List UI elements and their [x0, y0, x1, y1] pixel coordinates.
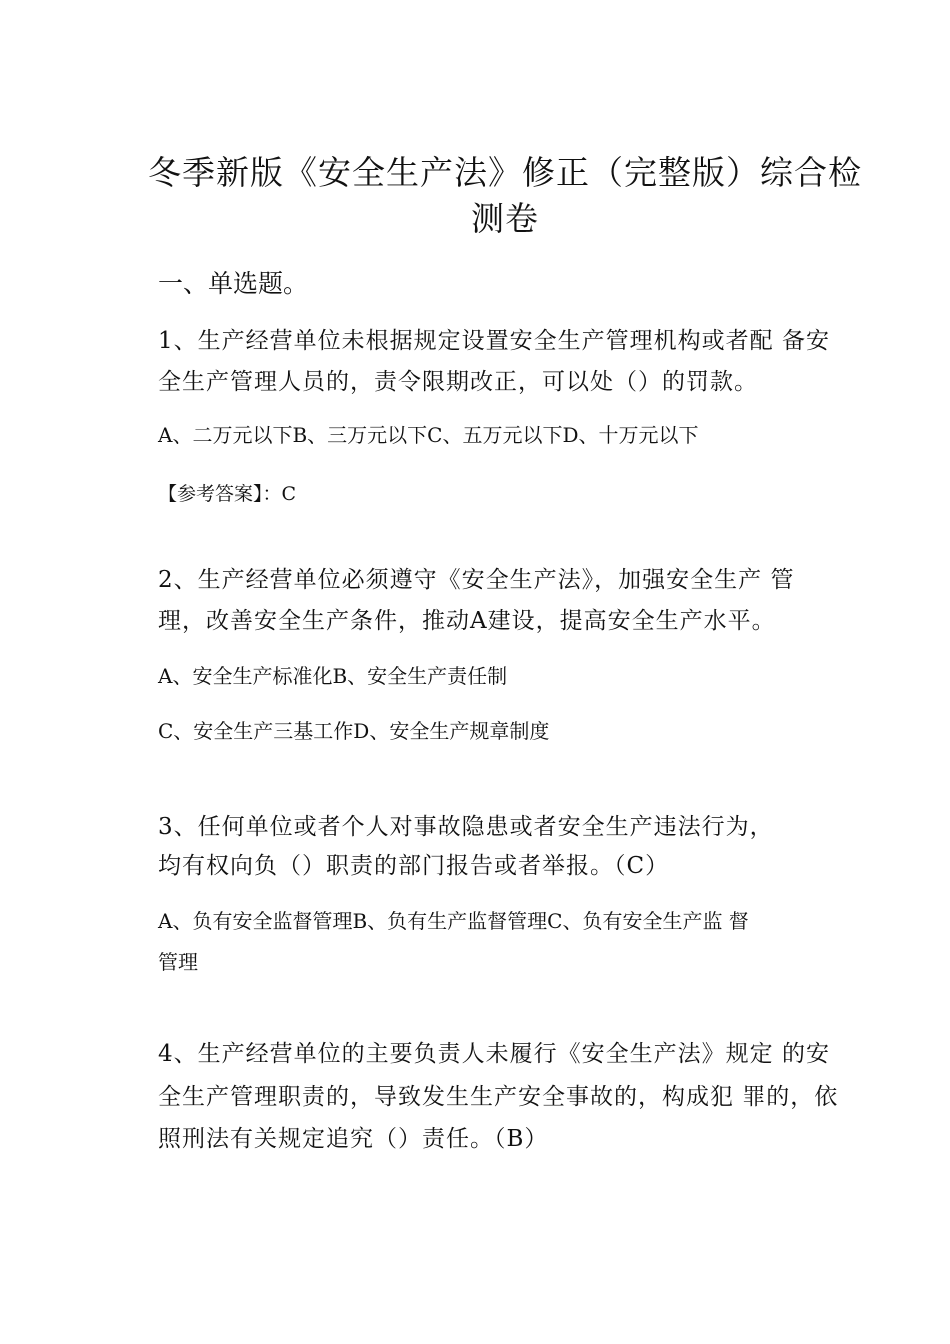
question-2-line-2: 理，改善安全生产条件，推动A建设，提高安全生产水平。 [158, 608, 776, 634]
question-4-line-1: 4、生产经营单位的主要负责人未履行《安全生产法》规定 的安 [158, 1041, 830, 1067]
section-heading: 一、单选题。 [158, 269, 309, 298]
document-title [0, 150, 950, 242]
question-3-option-line-2: 管理 [158, 950, 198, 974]
question-2-option-line-2: C、安全生产三基工作D、安全生产规章制度 [158, 719, 550, 743]
question-4-line-3: 照刑法有关规定追究（）责任。（B） [158, 1126, 549, 1152]
question-3-line-1: 3、任何单位或者个人对事故隐患或者安全生产违法行为， [158, 814, 774, 840]
question-1-option-line-1: A、二万元以下B、三万元以下C、五万元以下D、十万元以下 [158, 423, 699, 447]
question-2-line-1: 2、生产经营单位必须遵守《安全生产法》，加强安全生产 管 [158, 567, 795, 593]
title-line-1: 冬季新版《安全生产法》修正（完整版）综合检 [148, 153, 862, 192]
question-1-line-2: 全生产管理人员的，责令限期改正，可以处（）的罚款。 [158, 369, 758, 395]
question-3-line-2: 均有权向负（）职责的部门报告或者举报。（C） [158, 853, 670, 879]
question-1-line-1: 1、生产经营单位未根据规定设置安全生产管理机构或者配 备安 [158, 328, 830, 354]
question-1-answer: 【参考答案】：C [158, 483, 297, 505]
question-2-option-line-1: A、安全生产标准化B、安全生产责任制 [158, 664, 508, 688]
question-3-option-line-1: A、负有安全监督管理B、负有生产监督管理C、负有安全生产监 督 [158, 909, 749, 933]
question-4-line-2: 全生产管理职责的，导致发生生产安全事故的，构成犯 罪的，依 [158, 1084, 839, 1110]
title-line-2: 测卷 [471, 199, 539, 238]
